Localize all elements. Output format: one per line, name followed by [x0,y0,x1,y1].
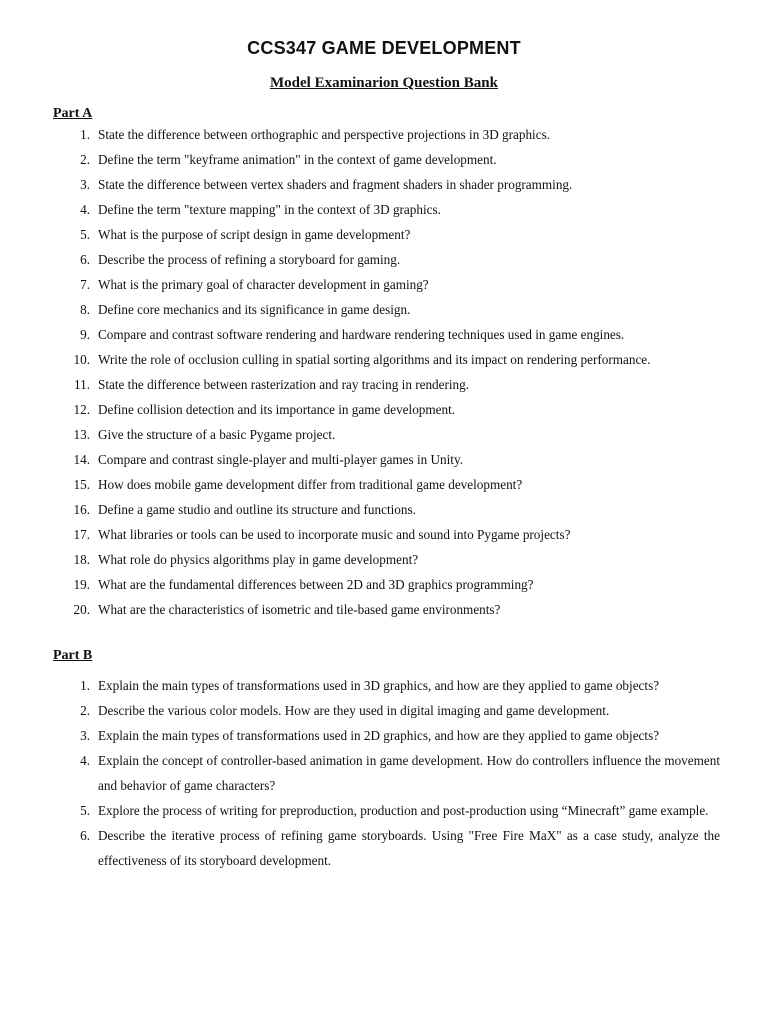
question-number: 4. [80,753,90,768]
question-text: Explain the main types of transformations used in 2D graphics, and how are they applied to game objects? [98,728,660,743]
question-item [0,572,768,597]
question-number: 1. [80,678,90,693]
question-number: 11. [74,377,90,392]
question-text: Define the term "texture mapping" in the context of 3D graphics. [98,202,441,217]
question-text: What is the purpose of script design in game development? [98,227,411,242]
question-number: 20. [73,602,90,617]
question-number: 5. [80,803,90,818]
question-text: Define core mechanics and its significance in game design. [98,302,411,317]
question-number: 12. [73,402,90,417]
question-text: What are the characteristics of isometric and tile-based game environments? [98,602,501,617]
question-item [0,547,768,572]
question-number: 3. [80,728,90,743]
question-text: Describe the iterative process of refining game storyboards. Using "Free Fire MaX" as a case study, analyze the effectiveness of its storyboard development. [98,828,720,868]
question-item [0,698,768,723]
question-item [0,522,768,547]
question-number: 9. [80,327,90,342]
question-number: 15. [73,477,90,492]
question-number: 1. [80,127,90,142]
question-text: Define the term "keyframe animation" in the context of game development. [98,152,497,167]
question-item [0,823,768,873]
question-number: 6. [80,252,90,267]
question-item [0,347,768,372]
question-text: Compare and contrast software rendering and hardware rendering techniques used in game engines. [98,327,625,342]
question-item [0,597,768,622]
part-b-question-list [0,673,768,873]
question-number: 2. [80,152,90,167]
question-text: Give the structure of a basic Pygame project. [98,427,336,442]
question-text: What are the fundamental differences between 2D and 3D graphics programming? [98,577,534,592]
question-number: 5. [80,227,90,242]
question-item [0,397,768,422]
question-text: What role do physics algorithms play in game development? [98,552,419,567]
question-item [0,122,768,147]
question-text: State the difference between rasterization and ray tracing in rendering. [98,377,470,392]
question-text: Define a game studio and outline its structure and functions. [98,502,416,517]
question-text: What is the primary goal of character development in gaming? [98,277,429,292]
question-item [0,723,768,748]
question-text: How does mobile game development differ from traditional game development? [98,477,523,492]
question-number: 13. [73,427,90,442]
question-item [0,322,768,347]
part-a-question-list [0,122,768,622]
question-number: 19. [73,577,90,592]
question-item [0,197,768,222]
question-item [0,673,768,698]
question-item [0,147,768,172]
question-text: Describe the various color models. How are they used in digital imaging and game development. [98,703,610,718]
question-item [0,222,768,247]
question-number: 6. [80,828,90,843]
question-item [0,748,768,798]
question-item [0,372,768,397]
question-text: Explain the main types of transformations used in 3D graphics, and how are they applied to game objects? [98,678,660,693]
question-number: 10. [73,352,90,367]
question-text: State the difference between vertex shaders and fragment shaders in shader programming. [98,177,573,192]
question-number: 2. [80,703,90,718]
question-number: 14. [73,452,90,467]
question-item [0,798,768,823]
question-text: Explore the process of writing for preproduction, production and post-production using “Minecraft” game example. [98,803,709,818]
question-item [0,497,768,522]
question-item [0,422,768,447]
question-text: Write the role of occlusion culling in spatial sorting algorithms and its impact on rendering performance. [98,352,651,367]
question-item [0,172,768,197]
question-text: Compare and contrast single-player and multi-player games in Unity. [98,452,463,467]
question-item [0,447,768,472]
document-subtitle: Model Examinarion Question Bank [270,75,498,91]
document-title: CCS347 GAME DEVELOPMENT [247,38,521,58]
question-number: 18. [73,552,90,567]
question-item [0,272,768,297]
question-text: Define collision detection and its importance in game development. [98,402,456,417]
part-b-heading: Part B [53,648,93,663]
question-text: State the difference between orthographic and perspective projections in 3D graphics. [98,127,550,142]
question-number: 16. [73,502,90,517]
question-number: 3. [80,177,90,192]
question-item [0,472,768,497]
question-item [0,247,768,272]
question-item [0,297,768,322]
question-number: 7. [80,277,90,292]
question-number: 4. [80,202,90,217]
question-text: Describe the process of refining a storyboard for gaming. [98,252,401,267]
question-text: Explain the concept of controller-based animation in game development. How do controllers influence the movement and behavior of game characters? [98,753,720,793]
question-number: 17. [73,527,90,542]
question-number: 8. [80,302,90,317]
part-a-heading: Part A [53,106,93,121]
question-text: What libraries or tools can be used to incorporate music and sound into Pygame projects? [98,527,571,542]
